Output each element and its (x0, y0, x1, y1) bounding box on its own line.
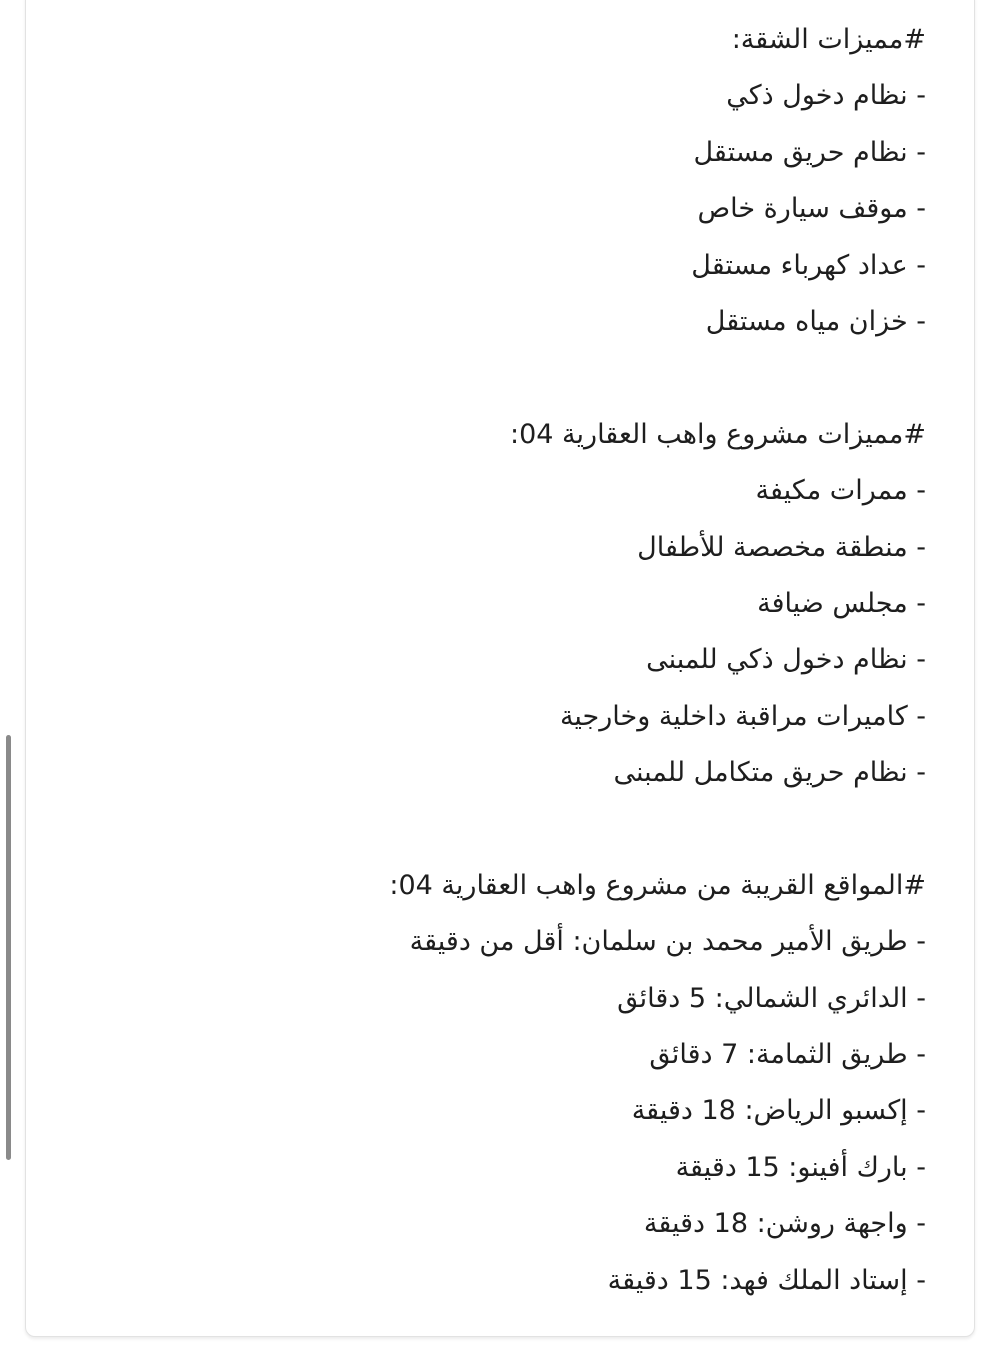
list-item: - كاميرات مراقبة داخلية وخارجية (559, 700, 926, 732)
list-item: - خزان مياه مستقل (705, 305, 926, 337)
list-item: - طريق الأمير محمد بن سلمان: أقل من دقيقة (409, 926, 926, 958)
list-item: - نظام حريق متكامل للمبنى (613, 757, 926, 789)
list-item: - واجهة روشن: 18 دقيقة (643, 1208, 926, 1240)
list-item: - ممرات مكيفة (755, 475, 926, 507)
section-heading: #مميزات الشقة: (731, 24, 926, 55)
section-heading: #المواقع القريبة من مشروع واهب العقارية 04: (389, 869, 926, 901)
description-text (389, 12, 926, 1309)
list-item: - منطقة مخصصة للأطفال (637, 531, 926, 563)
list-item: - الدائري الشمالي: 5 دقائق (617, 982, 926, 1014)
list-item: - عداد كهرباء مستقل (691, 249, 926, 281)
list-item: - موقف سيارة خاص (697, 193, 926, 225)
list-item: - نظام دخول ذكي (726, 80, 926, 112)
list-item: - طريق الثمامة: 7 دقائق (649, 1039, 926, 1071)
list-item: - نظام حريق مستقل (693, 136, 926, 168)
list-item: - إستاد الملك فهد: 15 دقيقة (607, 1264, 926, 1296)
list-item: - نظام دخول ذكي للمبنى (646, 644, 926, 676)
list-item: - إكسبو الرياض: 18 دقيقة (631, 1095, 926, 1127)
listing-description-card (25, 0, 975, 1337)
list-item: - بارك أفينو: 15 دقيقة (675, 1151, 926, 1183)
scrollbar[interactable] (6, 735, 11, 1160)
list-item: - مجلس ضيافة (757, 587, 926, 619)
section-heading: #مميزات مشروع واهب العقارية 04: (509, 418, 926, 450)
